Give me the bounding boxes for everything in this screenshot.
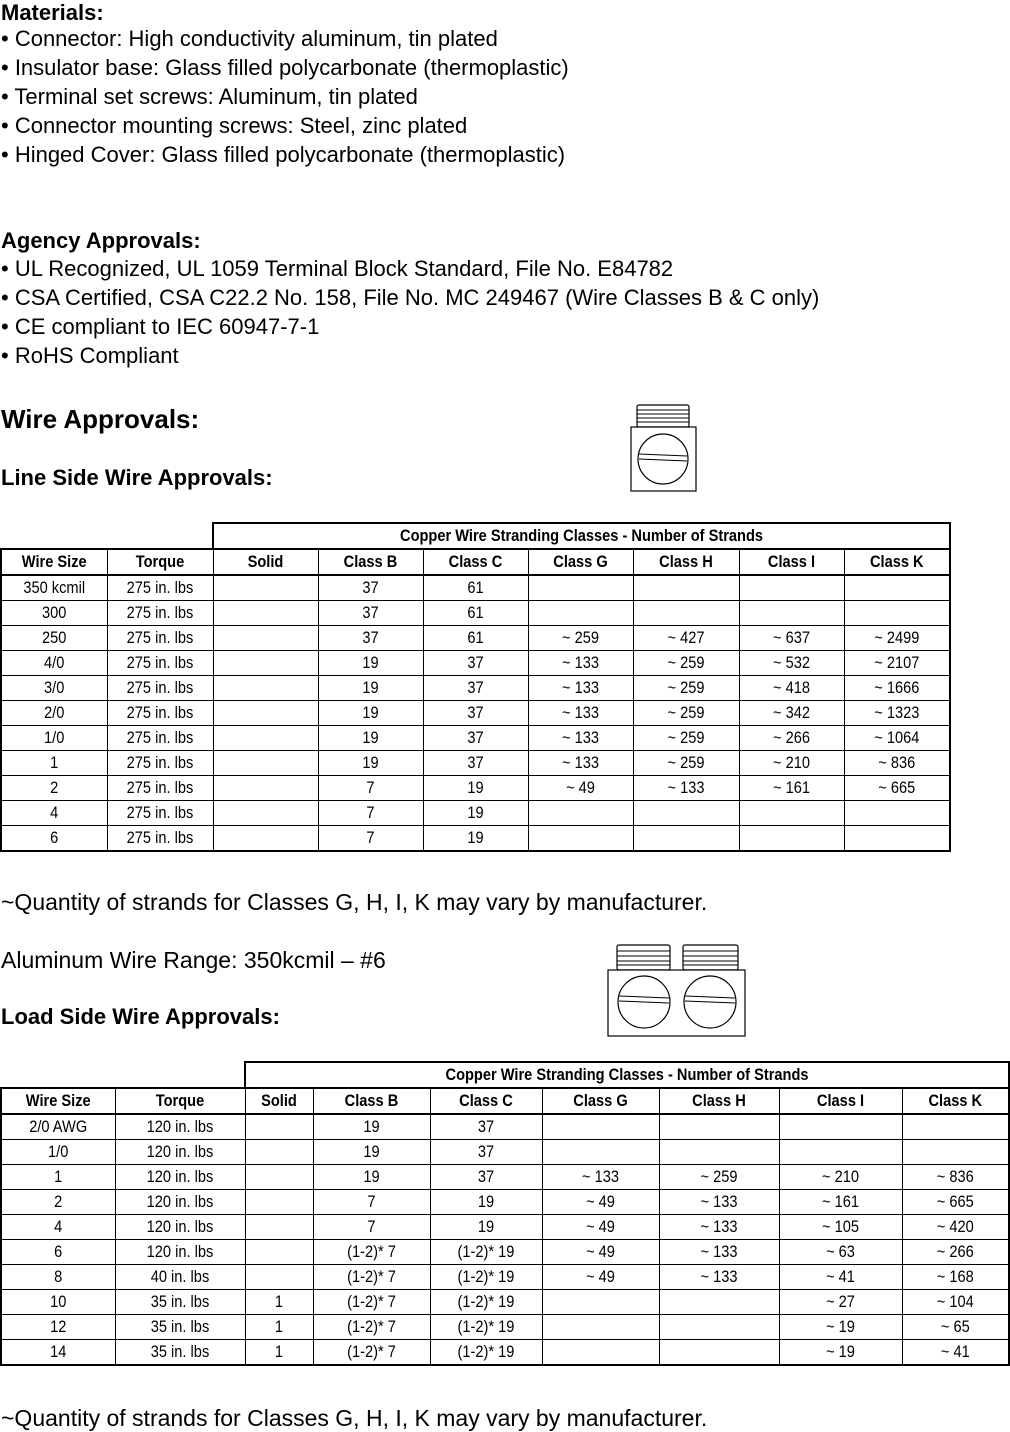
table-cell [250,1165,308,1190]
table-cell [640,601,731,626]
table-cell: 120 in. lbs [124,1240,236,1265]
table-cell [250,1140,308,1165]
line-side-title: Line Side Wire Approvals: [1,465,273,490]
table-cell: 2/0 AWG [9,1114,107,1140]
table-cell: 1 [250,1340,308,1366]
table-cell: ~ 1064 [851,726,942,751]
table-cell: 61 [430,626,520,651]
table-cell: 120 in. lbs [124,1190,236,1215]
table-cell: ~ 133 [667,1190,770,1215]
table-cell [535,801,625,826]
table-cell [667,1340,770,1366]
column-header: Class G [535,549,625,575]
table-cell [220,575,310,601]
table-cell [851,575,942,601]
table-cell: ~ 427 [640,626,731,651]
table-cell: 19 [321,1114,422,1140]
table-cell [909,1114,1001,1140]
table-cell: (1-2)* 19 [438,1315,534,1340]
table-cell: 250 [8,626,99,651]
table-cell: 19 [325,701,415,726]
table-cell: ~ 133 [535,751,625,776]
column-header: Solid [250,1088,308,1114]
table-cell [220,826,310,852]
table-cell: ~ 259 [667,1165,770,1190]
list-item: • UL Recognized, UL 1059 Terminal Block Standard, File No. E84782 [1,256,674,281]
table-cell: (1-2)* 7 [321,1240,422,1265]
table-cell: 37 [430,751,520,776]
table-cell: 37 [430,676,520,701]
materials-list [1,24,569,169]
table-cell: ~ 418 [746,676,836,701]
table-cell: ~ 259 [640,751,731,776]
table-cell: ~ 665 [851,776,942,801]
table-cell: ~ 65 [909,1315,1001,1340]
table-cell: ~ 266 [909,1240,1001,1265]
table-cell: 35 in. lbs [124,1340,236,1366]
table-cell [250,1240,308,1265]
table-cell: 40 in. lbs [124,1265,236,1290]
column-header: Class H [667,1088,770,1114]
table-cell: 3/0 [8,676,99,701]
table-cell: 275 in. lbs [114,726,205,751]
table-cell [909,1140,1001,1165]
table-cell [250,1265,308,1290]
table-cell: 2 [9,1190,107,1215]
table-row [1,626,950,651]
table-cell: 37 [325,626,415,651]
table-cell: 2/0 [8,701,99,726]
table-cell: ~ 41 [788,1265,894,1290]
table-cell: ~ 161 [746,776,836,801]
table-cell [535,826,625,852]
table-row [1,726,950,751]
table-cell [550,1315,651,1340]
table-cell [667,1140,770,1165]
table-cell: ~ 19 [788,1315,894,1340]
table-cell: 275 in. lbs [114,776,205,801]
table-cell: ~ 63 [788,1240,894,1265]
table-cell: 37 [438,1165,534,1190]
table-cell: ~ 105 [788,1215,894,1240]
table-cell: 19 [438,1190,534,1215]
table-cell [550,1340,651,1366]
table-cell: 275 in. lbs [114,751,205,776]
table-cell: 6 [8,826,99,852]
materials-title: Materials: [1,0,104,25]
table-cell: 275 in. lbs [114,601,205,626]
table-cell: ~ 259 [535,626,625,651]
table-cell [550,1114,651,1140]
aluminum-wire-range: Aluminum Wire Range: 350kcmil – #6 [1,947,386,973]
table-cell: 61 [430,601,520,626]
table-cell [746,575,836,601]
list-item: • Insulator base: Glass filled polycarbonate (thermoplastic) [1,55,569,80]
table-cell: 120 in. lbs [124,1140,236,1165]
list-item: • Hinged Cover: Glass filled polycarbonate (thermoplastic) [1,142,566,167]
table-cell: 275 in. lbs [114,701,205,726]
agency-approvals-title: Agency Approvals: [1,228,201,253]
table-cell: 7 [325,801,415,826]
table-cell: 7 [325,776,415,801]
table-header-row [1,1088,1009,1114]
table-cell [220,801,310,826]
table-row [1,751,950,776]
table-cell [640,826,731,852]
table-row [1,801,950,826]
table-cell: 275 in. lbs [114,575,205,601]
load-side-note: ~Quantity of strands for Classes G, H, I, K may vary by manufacturer. [1,1405,708,1431]
table-row [1,1265,1009,1290]
table-cell [220,776,310,801]
table-cell: ~ 266 [746,726,836,751]
table-cell [640,575,731,601]
table-cell: ~ 665 [909,1190,1001,1215]
load-side-title: Load Side Wire Approvals: [1,1004,280,1029]
table-cell [667,1315,770,1340]
table-row [1,1114,1009,1140]
table-cell: 19 [430,826,520,852]
table-cell: ~ 133 [550,1165,651,1190]
group-header: Copper Wire Stranding Classes - Number of Strands [265,523,899,549]
table-cell: ~ 637 [746,626,836,651]
table-cell: (1-2)* 7 [321,1265,422,1290]
table-cell: 10 [9,1290,107,1315]
table-cell [250,1114,308,1140]
table-cell: ~ 161 [788,1190,894,1215]
table-cell [220,676,310,701]
table-cell: ~ 133 [535,701,625,726]
table-cell: 37 [430,701,520,726]
table-cell: 275 in. lbs [114,826,205,852]
table-cell [220,726,310,751]
table-cell: ~ 836 [851,751,942,776]
table-cell: (1-2)* 19 [438,1290,534,1315]
table-cell: 19 [325,676,415,701]
table-cell: ~ 49 [550,1265,651,1290]
list-item: • Connector: High conductivity aluminum, tin plated [1,26,498,51]
table-cell: ~ 104 [909,1290,1001,1315]
table-cell: ~ 259 [640,701,731,726]
table-cell [851,826,942,852]
line-side-table [0,522,951,852]
table-cell: 35 in. lbs [124,1290,236,1315]
table-cell [851,801,942,826]
group-header: Copper Wire Stranding Classes - Number of Strands [298,1062,955,1088]
table-cell: ~ 2499 [851,626,942,651]
table-row [1,701,950,726]
table-cell: 19 [430,801,520,826]
table-row [1,1240,1009,1265]
table-cell: ~ 259 [640,651,731,676]
table-cell: 4 [8,801,99,826]
table-cell: 8 [9,1265,107,1290]
table-cell: 19 [321,1165,422,1190]
table-cell [535,601,625,626]
table-cell: 4 [9,1215,107,1240]
table-cell: ~ 210 [788,1165,894,1190]
column-header: Class I [746,549,836,575]
column-header: Torque [114,549,205,575]
table-cell: 275 in. lbs [114,676,205,701]
table-cell [220,651,310,676]
list-item: • CE compliant to IEC 60947-7-1 [1,314,320,339]
table-cell: ~ 133 [667,1265,770,1290]
table-cell: 4/0 [8,651,99,676]
table-cell: ~ 49 [535,776,625,801]
table-cell: 12 [9,1315,107,1340]
table-cell: ~ 1323 [851,701,942,726]
list-item: • Connector mounting screws: Steel, zinc plated [1,113,468,138]
table-cell [640,801,731,826]
table-cell: ~ 41 [909,1340,1001,1366]
table-cell: ~ 259 [640,726,731,751]
table-cell: ~ 133 [535,676,625,701]
column-header: Wire Size [9,1088,107,1114]
table-row [1,1140,1009,1165]
table-row [1,676,950,701]
column-header: Class B [325,549,415,575]
table-cell [788,1114,894,1140]
table-cell: 37 [438,1140,534,1165]
table-cell: 275 in. lbs [114,651,205,676]
table-cell [788,1140,894,1165]
list-item: • RoHS Compliant [1,343,179,368]
table-cell: (1-2)* 7 [321,1290,422,1315]
table-row [1,601,950,626]
table-cell: ~ 133 [535,651,625,676]
table-cell: 37 [430,651,520,676]
column-header: Class I [788,1088,894,1114]
dual-terminal-connector-icon [607,944,747,1039]
table-cell: 300 [8,601,99,626]
table-cell: 120 in. lbs [124,1215,236,1240]
table-cell: ~ 49 [550,1215,651,1240]
table-cell [550,1290,651,1315]
table-row [1,1315,1009,1340]
table-cell: ~ 19 [788,1340,894,1366]
column-header: Class H [640,549,731,575]
table-cell: 14 [9,1340,107,1366]
table-cell: 1 [8,751,99,776]
column-header: Solid [220,549,310,575]
table-cell: ~ 49 [550,1190,651,1215]
table-header-row [1,549,950,575]
table-cell [220,701,310,726]
column-header: Class C [438,1088,534,1114]
table-row [1,1165,1009,1190]
table-cell [220,751,310,776]
column-header: Torque [124,1088,236,1114]
table-row [1,776,950,801]
table-cell: 1 [250,1290,308,1315]
table-cell [746,826,836,852]
table-cell: (1-2)* 7 [321,1340,422,1366]
table-cell: ~ 133 [535,726,625,751]
column-header: Class B [321,1088,422,1114]
table-cell: 19 [438,1215,534,1240]
table-cell: 120 in. lbs [124,1114,236,1140]
table-cell: 2 [8,776,99,801]
table-cell: ~ 133 [640,776,731,801]
table-cell [550,1140,651,1165]
table-row [1,1215,1009,1240]
table-cell: 1/0 [9,1140,107,1165]
load-side-table [0,1061,1010,1366]
table-cell: ~ 2107 [851,651,942,676]
table-cell: 7 [321,1190,422,1215]
table-row [1,826,950,852]
table-cell: ~ 420 [909,1215,1001,1240]
table-cell [667,1114,770,1140]
table-cell [250,1215,308,1240]
table-cell: 275 in. lbs [114,801,205,826]
table-cell: ~ 133 [667,1240,770,1265]
table-cell: 275 in. lbs [114,626,205,651]
table-cell: ~ 1666 [851,676,942,701]
table-cell: 35 in. lbs [124,1315,236,1340]
table-cell [250,1190,308,1215]
table-row [1,1190,1009,1215]
table-cell: 19 [321,1140,422,1165]
list-item: • CSA Certified, CSA C22.2 No. 158, File No. MC 249467 (Wire Classes B & C only) [1,285,820,310]
table-cell: 37 [430,726,520,751]
table-cell [746,801,836,826]
table-cell: ~ 27 [788,1290,894,1315]
table-cell: 19 [430,776,520,801]
agency-approvals-list [1,254,819,370]
table-cell: 1/0 [8,726,99,751]
table-cell: 61 [430,575,520,601]
table-cell: 37 [325,575,415,601]
table-cell: ~ 210 [746,751,836,776]
column-header: Class G [550,1088,651,1114]
table-cell: 19 [325,751,415,776]
wire-approvals-title: Wire Approvals: [1,404,200,434]
table-cell: 350 kcmil [8,575,99,601]
column-header: Wire Size [8,549,99,575]
table-cell: (1-2)* 19 [438,1265,534,1290]
single-terminal-connector-icon [630,404,698,494]
column-header: Class C [430,549,520,575]
table-cell: ~ 168 [909,1265,1001,1290]
table-cell: ~ 49 [550,1240,651,1265]
table-cell: 1 [250,1315,308,1340]
table-cell: 120 in. lbs [124,1165,236,1190]
table-cell: 6 [9,1240,107,1265]
table-cell: ~ 133 [667,1215,770,1240]
table-cell: (1-2)* 7 [321,1315,422,1340]
table-cell: 37 [438,1114,534,1140]
table-cell: 37 [325,601,415,626]
table-cell: 19 [325,726,415,751]
table-cell [667,1290,770,1315]
table-cell: 7 [325,826,415,852]
table-cell: 19 [325,651,415,676]
table-row [1,1290,1009,1315]
column-header: Class K [851,549,942,575]
table-row [1,1340,1009,1366]
table-cell [220,601,310,626]
line-side-note: ~Quantity of strands for Classes G, H, I, K may vary by manufacturer. [1,889,708,915]
table-cell: ~ 836 [909,1165,1001,1190]
table-cell [220,626,310,651]
table-cell [746,601,836,626]
table-cell: 7 [321,1215,422,1240]
table-cell [851,601,942,626]
table-cell: ~ 342 [746,701,836,726]
table-cell [535,575,625,601]
list-item: • Terminal set screws: Aluminum, tin plated [1,84,418,109]
table-cell: 1 [9,1165,107,1190]
table-cell: ~ 259 [640,676,731,701]
table-cell: (1-2)* 19 [438,1340,534,1366]
table-row [1,575,950,601]
table-cell: (1-2)* 19 [438,1240,534,1265]
table-cell: ~ 532 [746,651,836,676]
table-row [1,651,950,676]
column-header: Class K [909,1088,1001,1114]
